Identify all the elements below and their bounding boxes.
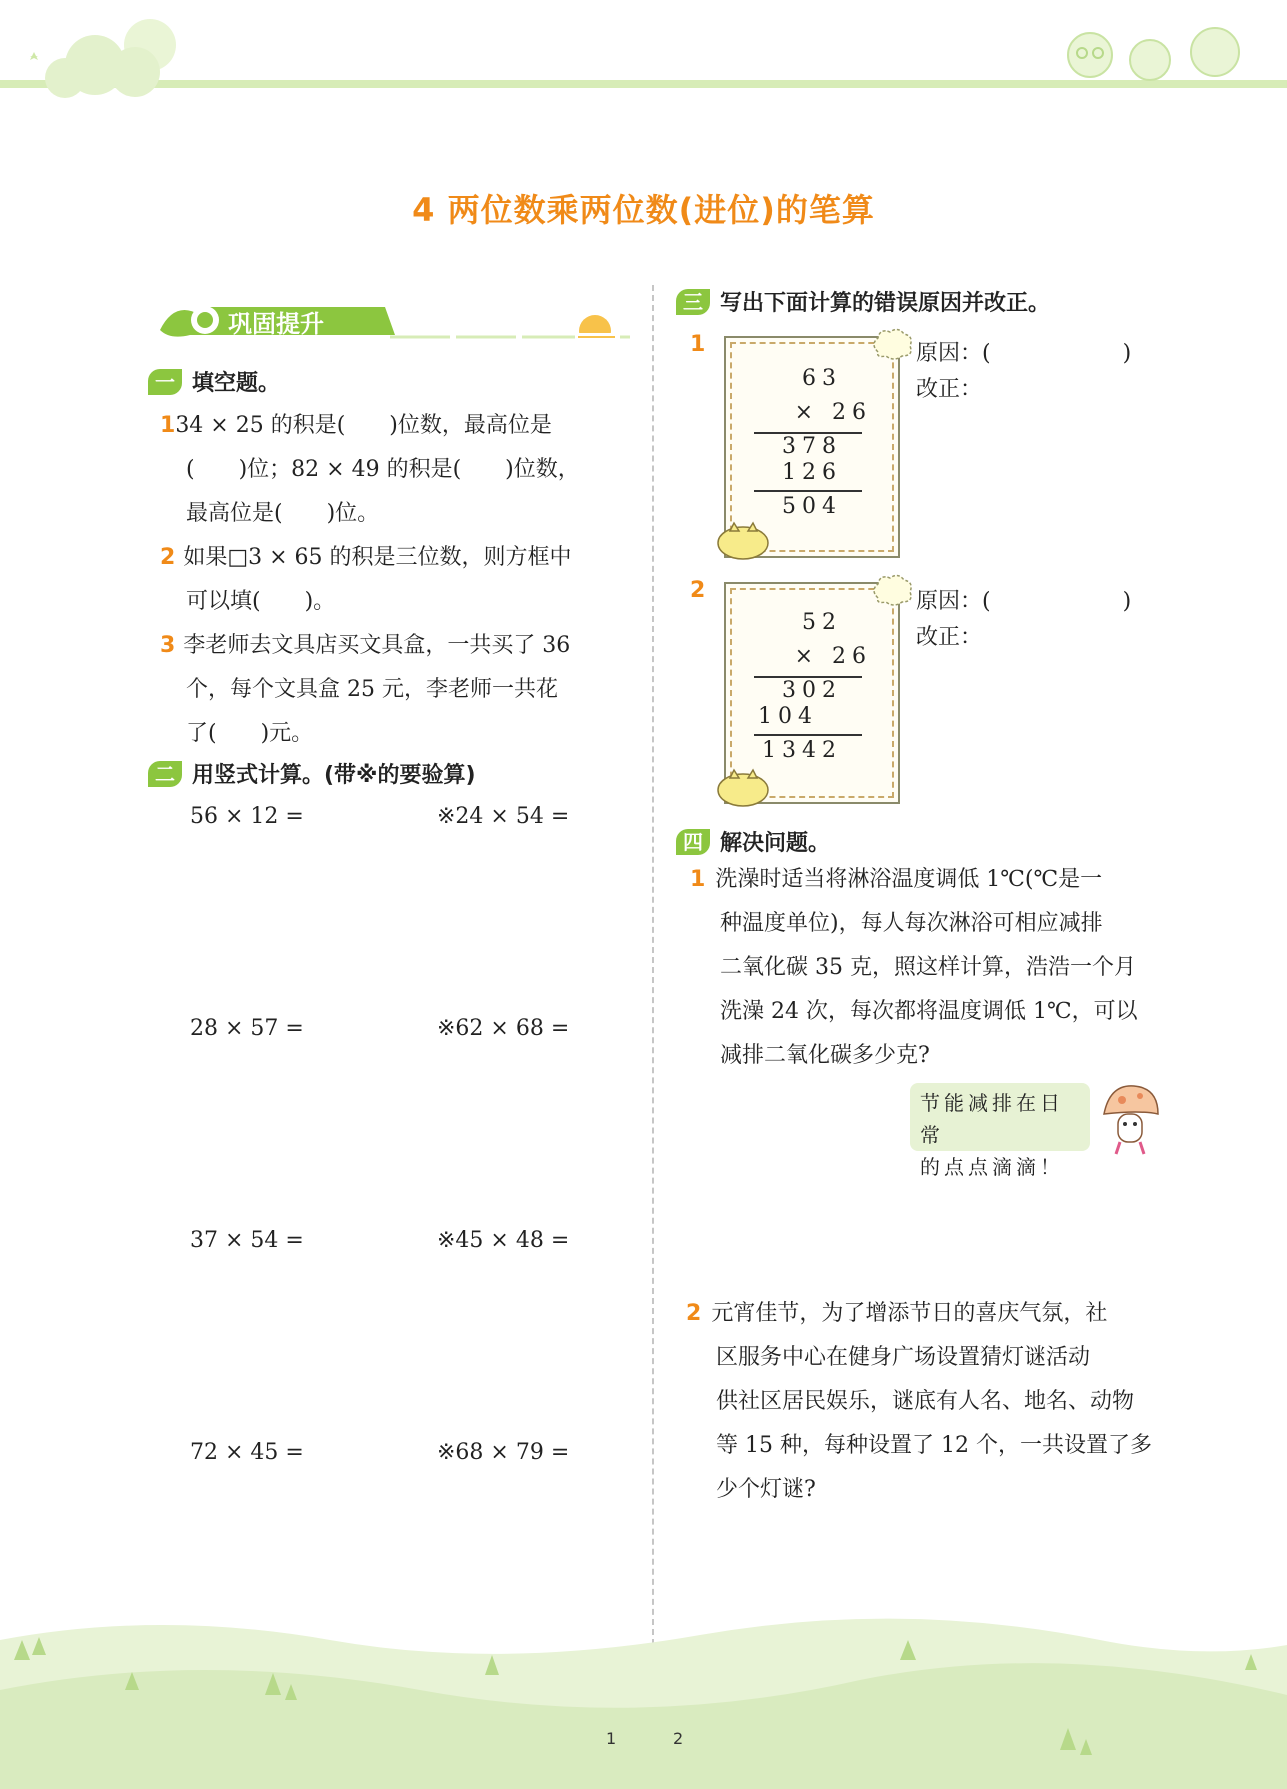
cloud-icon [870,572,914,608]
calc-item: ※24 × 54 = [437,804,570,829]
problem-2-line: 元宵佳节，为了增添节日的喜庆气氛，社 [711,1301,1108,1326]
footer-landscape [0,1600,1287,1789]
section-3-title: 写出下面计算的错误原因并改正。 [720,291,1051,316]
section-4-title: 解决问题。 [720,831,831,856]
page-number-left: 1 [606,1729,617,1748]
mistake-2-partial-1: 302 [782,678,842,703]
badge-label: 巩固提升 [228,310,324,338]
mistake-1-partial-1: 378 [782,434,842,459]
mistake-1-result: 504 [782,494,842,519]
section-3-heading [676,286,1050,317]
q3-line: 个，每个文具盒 25 元，李老师一共花 [186,677,558,702]
q1-line: 最高位是( )位。 [186,501,380,526]
section-1-title: 填空题。 [192,371,281,396]
problem-2-line: 供社区居民娱乐，谜底有人名、地名、动物 [716,1389,1135,1414]
mistake-2-partial-2: 104 [758,704,818,729]
section-2-tag: 二 [148,761,182,787]
problem-1-line: 洗澡时适当将淋浴温度调低 1℃(℃是一 [715,867,1103,892]
problem-1-line: 种温度单位)，每人每次淋浴可相应减排 [720,911,1103,936]
mistake-2-result: 1342 [762,738,842,763]
section-2-title: 用竖式计算。(带※的要验算) [192,763,476,788]
mistake-1-multiplier: × 26 [794,400,872,425]
problem-1-line: 减排二氧化碳多少克? [720,1043,930,1068]
problem-1-line: 二氧化碳 35 克，照这样计算，浩浩一个月 [720,955,1136,980]
cat-icon [716,762,770,807]
fill-q1 [160,404,630,536]
fill-q2 [160,536,630,624]
mistake-2-multiplier: × 26 [794,644,872,669]
mistake-2-reason: 原因：( ) [916,589,1132,614]
section-4-tag: 四 [676,829,710,855]
problem-2-line: 等 15 种，每种设置了 12 个，一共设置了多 [716,1433,1152,1458]
problem-1-number: 1 [690,867,706,892]
problem-q2 [686,1292,1160,1512]
q2-number: 2 [160,545,176,570]
mushroom-icon [1100,1080,1162,1160]
animal-faces-icon [1068,28,1239,80]
tip-bubble [910,1083,1090,1179]
q3-number: 3 [160,633,176,658]
mistake-2-fix: 改正： [916,625,983,650]
q2-line: 可以填( )。 [186,589,336,614]
section-4-heading [676,826,830,857]
q3-line: 李老师去文具店买文具盒，一共买了 36 [183,633,571,658]
calc-item: 72 × 45 = [190,1440,304,1465]
tip-line: 的点点滴滴！ [920,1155,1064,1179]
problem-q1 [690,858,1160,1078]
calc-item: 56 × 12 = [190,804,304,829]
q1-number: 1 [160,413,176,438]
problem-2-line: 区服务中心在健身广场设置猜灯谜活动 [716,1345,1091,1370]
q2-line: 如果□3 × 65 的积是三位数，则方框中 [183,545,572,570]
column-divider [652,285,654,1645]
q3-line: 了( )元。 [186,721,314,746]
section-badge [150,295,630,345]
cloud-sun-icon [30,19,176,98]
q1-line: ( )位；82 × 49 的积是( )位数， [186,457,580,482]
mistake-1-partial-2: 126 [782,460,842,485]
fill-q3 [160,624,630,756]
section-1-heading [148,366,280,397]
calc-item: 28 × 57 = [190,1016,304,1041]
tip-line: 节能减排在日常 [920,1091,1064,1147]
mistake-1-number: 1 [690,332,706,357]
section-2-heading [148,758,476,789]
calc-item: ※62 × 68 = [437,1016,570,1041]
section-3-tag: 三 [676,289,710,315]
header-decoration [0,0,1287,100]
problem-1-line: 洗澡 24 次，每次都将温度调低 1℃，可以 [720,999,1138,1024]
mistake-1-fix: 改正： [916,377,983,402]
cat-icon [716,515,770,560]
mistake-2-number: 2 [690,578,706,603]
mistake-2-answer [916,584,1136,656]
mistake-1-multiplicand: 63 [802,366,842,391]
calc-item: 37 × 54 = [190,1228,304,1253]
section-1-tag: 一 [148,369,182,395]
page-number-right: 2 [673,1729,684,1748]
cloud-icon [870,326,914,362]
q1-line: 34 × 25 的积是( )位数，最高位是 [175,413,552,438]
mistake-1-answer [916,336,1136,408]
mistake-2-multiplicand: 52 [802,610,842,635]
problem-2-line: 少个灯谜? [716,1477,816,1502]
calc-item: ※45 × 48 = [437,1228,570,1253]
calc-item: ※68 × 79 = [437,1440,570,1465]
page-title: 4 两位数乘两位数(进位)的笔算 [412,191,875,229]
mistake-1-reason: 原因：( ) [916,341,1132,366]
problem-2-number: 2 [686,1301,702,1326]
